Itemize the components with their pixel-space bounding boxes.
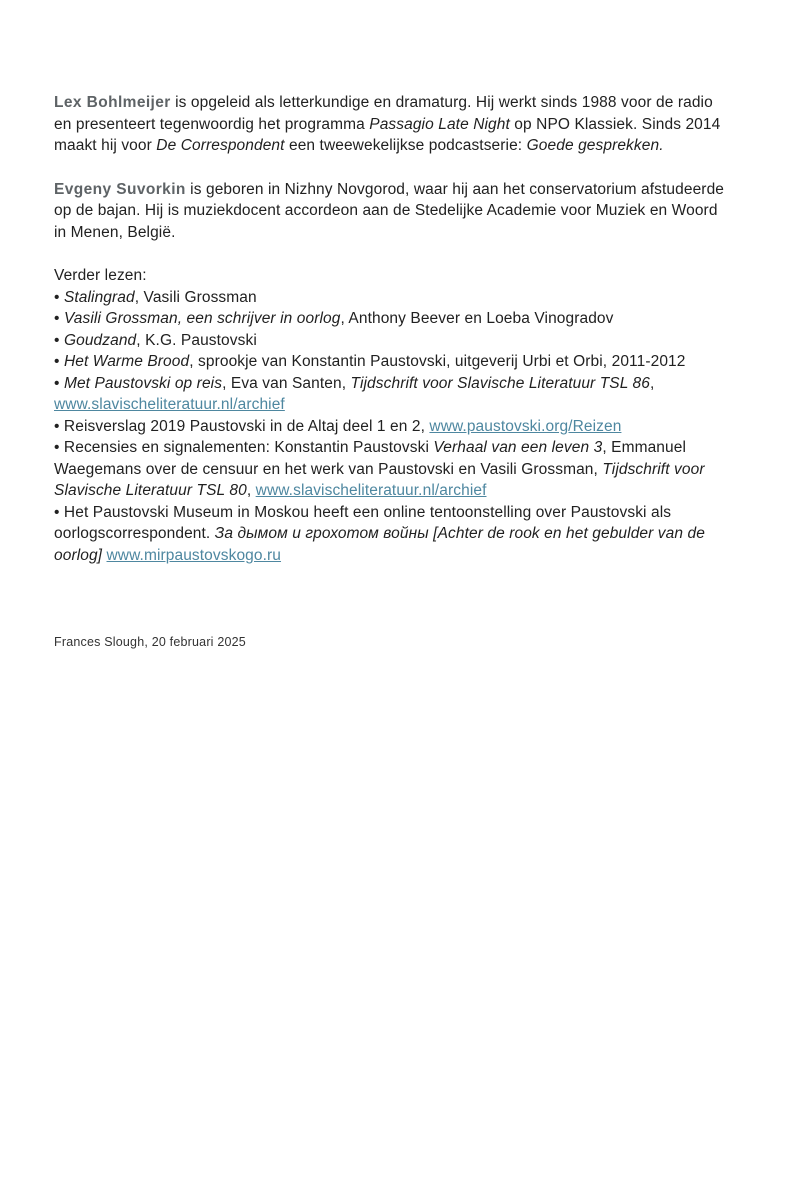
hyperlink[interactable]: www.slavischeliteratuur.nl/archief xyxy=(255,482,487,499)
document-content xyxy=(54,92,734,654)
body-text: • xyxy=(54,331,64,349)
italic-text: [Achter de rook en het gebulder van de oorlog] xyxy=(54,525,705,564)
reading-item-met-paustovski-op-reis xyxy=(54,373,734,416)
body-text: Frances Slough, 20 februari 2025 xyxy=(54,635,246,649)
italic-text: Verhaal van een leven 3 xyxy=(433,439,603,456)
hyperlink[interactable]: www.paustovski.org/Reizen xyxy=(429,417,622,435)
hyperlink[interactable]: www.mirpaustovskogo.ru xyxy=(106,546,282,564)
reading-item-paustovski-museum xyxy=(54,502,734,567)
body-text: , Eva van Santen, xyxy=(222,374,351,392)
body-text: , Anthony Beever en Loeba Vinogradov xyxy=(340,310,614,327)
italic-text: De Correspondent xyxy=(156,137,285,154)
body-text: , K.G. Paustovski xyxy=(136,331,257,349)
bio-evgeny-suvorkin xyxy=(54,179,734,244)
further-reading-heading xyxy=(54,265,734,287)
body-text: • xyxy=(54,353,64,370)
italic-text: Goudzand xyxy=(63,331,137,349)
italic-text: Tijdschrift voor Slavische Literatuur TSL 80 xyxy=(54,460,705,499)
reading-item-stalingrad xyxy=(54,287,734,309)
person-name-text: Evgeny Suvorkin xyxy=(54,180,186,198)
italic-text: Tijdschrift voor Slavische Literatuur TSL 86 xyxy=(350,374,650,392)
body-text: • Het Paustovski Museum in Moskou heeft een online tentoonstelling over Paustovski als oorlogscorrespondent. xyxy=(54,503,672,542)
body-text: , xyxy=(246,482,256,499)
italic-text: Stalingrad xyxy=(63,288,135,306)
body-text: op NPO Klassiek. Sinds 2014 maakt hij voor xyxy=(54,115,721,154)
body-text: • xyxy=(54,310,64,327)
italic-text: Goede gesprekken. xyxy=(526,137,664,154)
italic-text: Vasili Grossman, een schrijver in oorlog xyxy=(63,310,341,327)
italic-text: Met Paustovski op reis xyxy=(63,374,223,392)
reading-item-goudzand xyxy=(54,330,734,352)
body-text: • xyxy=(54,374,64,392)
body-text: een tweewekelijkse podcastserie: xyxy=(284,137,527,154)
person-name-text: Lex Bohlmeijer xyxy=(54,94,171,111)
body-text: , xyxy=(650,374,655,392)
body-text: Verder lezen: xyxy=(54,267,147,284)
reading-item-recensies-signalementen xyxy=(54,437,734,502)
italic-text: За дымом и грохотом войны xyxy=(214,525,429,542)
reading-item-reisverslag-altaj xyxy=(54,416,734,438)
body-text: • Recensies en signalementen: Konstantin Paustovski xyxy=(54,439,434,456)
signature-line xyxy=(54,632,734,654)
body-text: • Reisverslag 2019 Paustovski in de Altaj deel 1 en 2, xyxy=(54,417,430,435)
body-text: , sprookje van Konstantin Paustovski, uitgeverij Urbi et Orbi, 2011-2012 xyxy=(189,353,686,370)
body-text: • xyxy=(54,288,64,306)
hyperlink[interactable]: www.slavischeliteratuur.nl/archief xyxy=(54,396,285,413)
body-text: , Vasili Grossman xyxy=(134,288,257,306)
italic-text: Het Warme Brood xyxy=(63,353,190,370)
bio-lex-bohlmeijer xyxy=(54,92,734,157)
reading-item-grossman-schrijver xyxy=(54,308,734,330)
body-text: is geboren in Nizhny Novgorod, waar hij aan het conservatorium afstudeerde op de bajan. Hij is muziekdocent accordeon aan de Stedelijke Academie voor Muziek en Woord in Menen, België. xyxy=(54,180,725,241)
body-text: , Emmanuel Waegemans over de censuur en het werk van Paustovski en Vasili Grossman, xyxy=(54,439,687,478)
body-text: is opgeleid als letterkundige en dramaturg. Hij werkt sinds 1988 voor de radio en presenteert tegenwoordig het programma xyxy=(54,94,713,133)
reading-item-warme-brood xyxy=(54,351,734,373)
italic-text: Passagio Late Night xyxy=(369,115,510,133)
